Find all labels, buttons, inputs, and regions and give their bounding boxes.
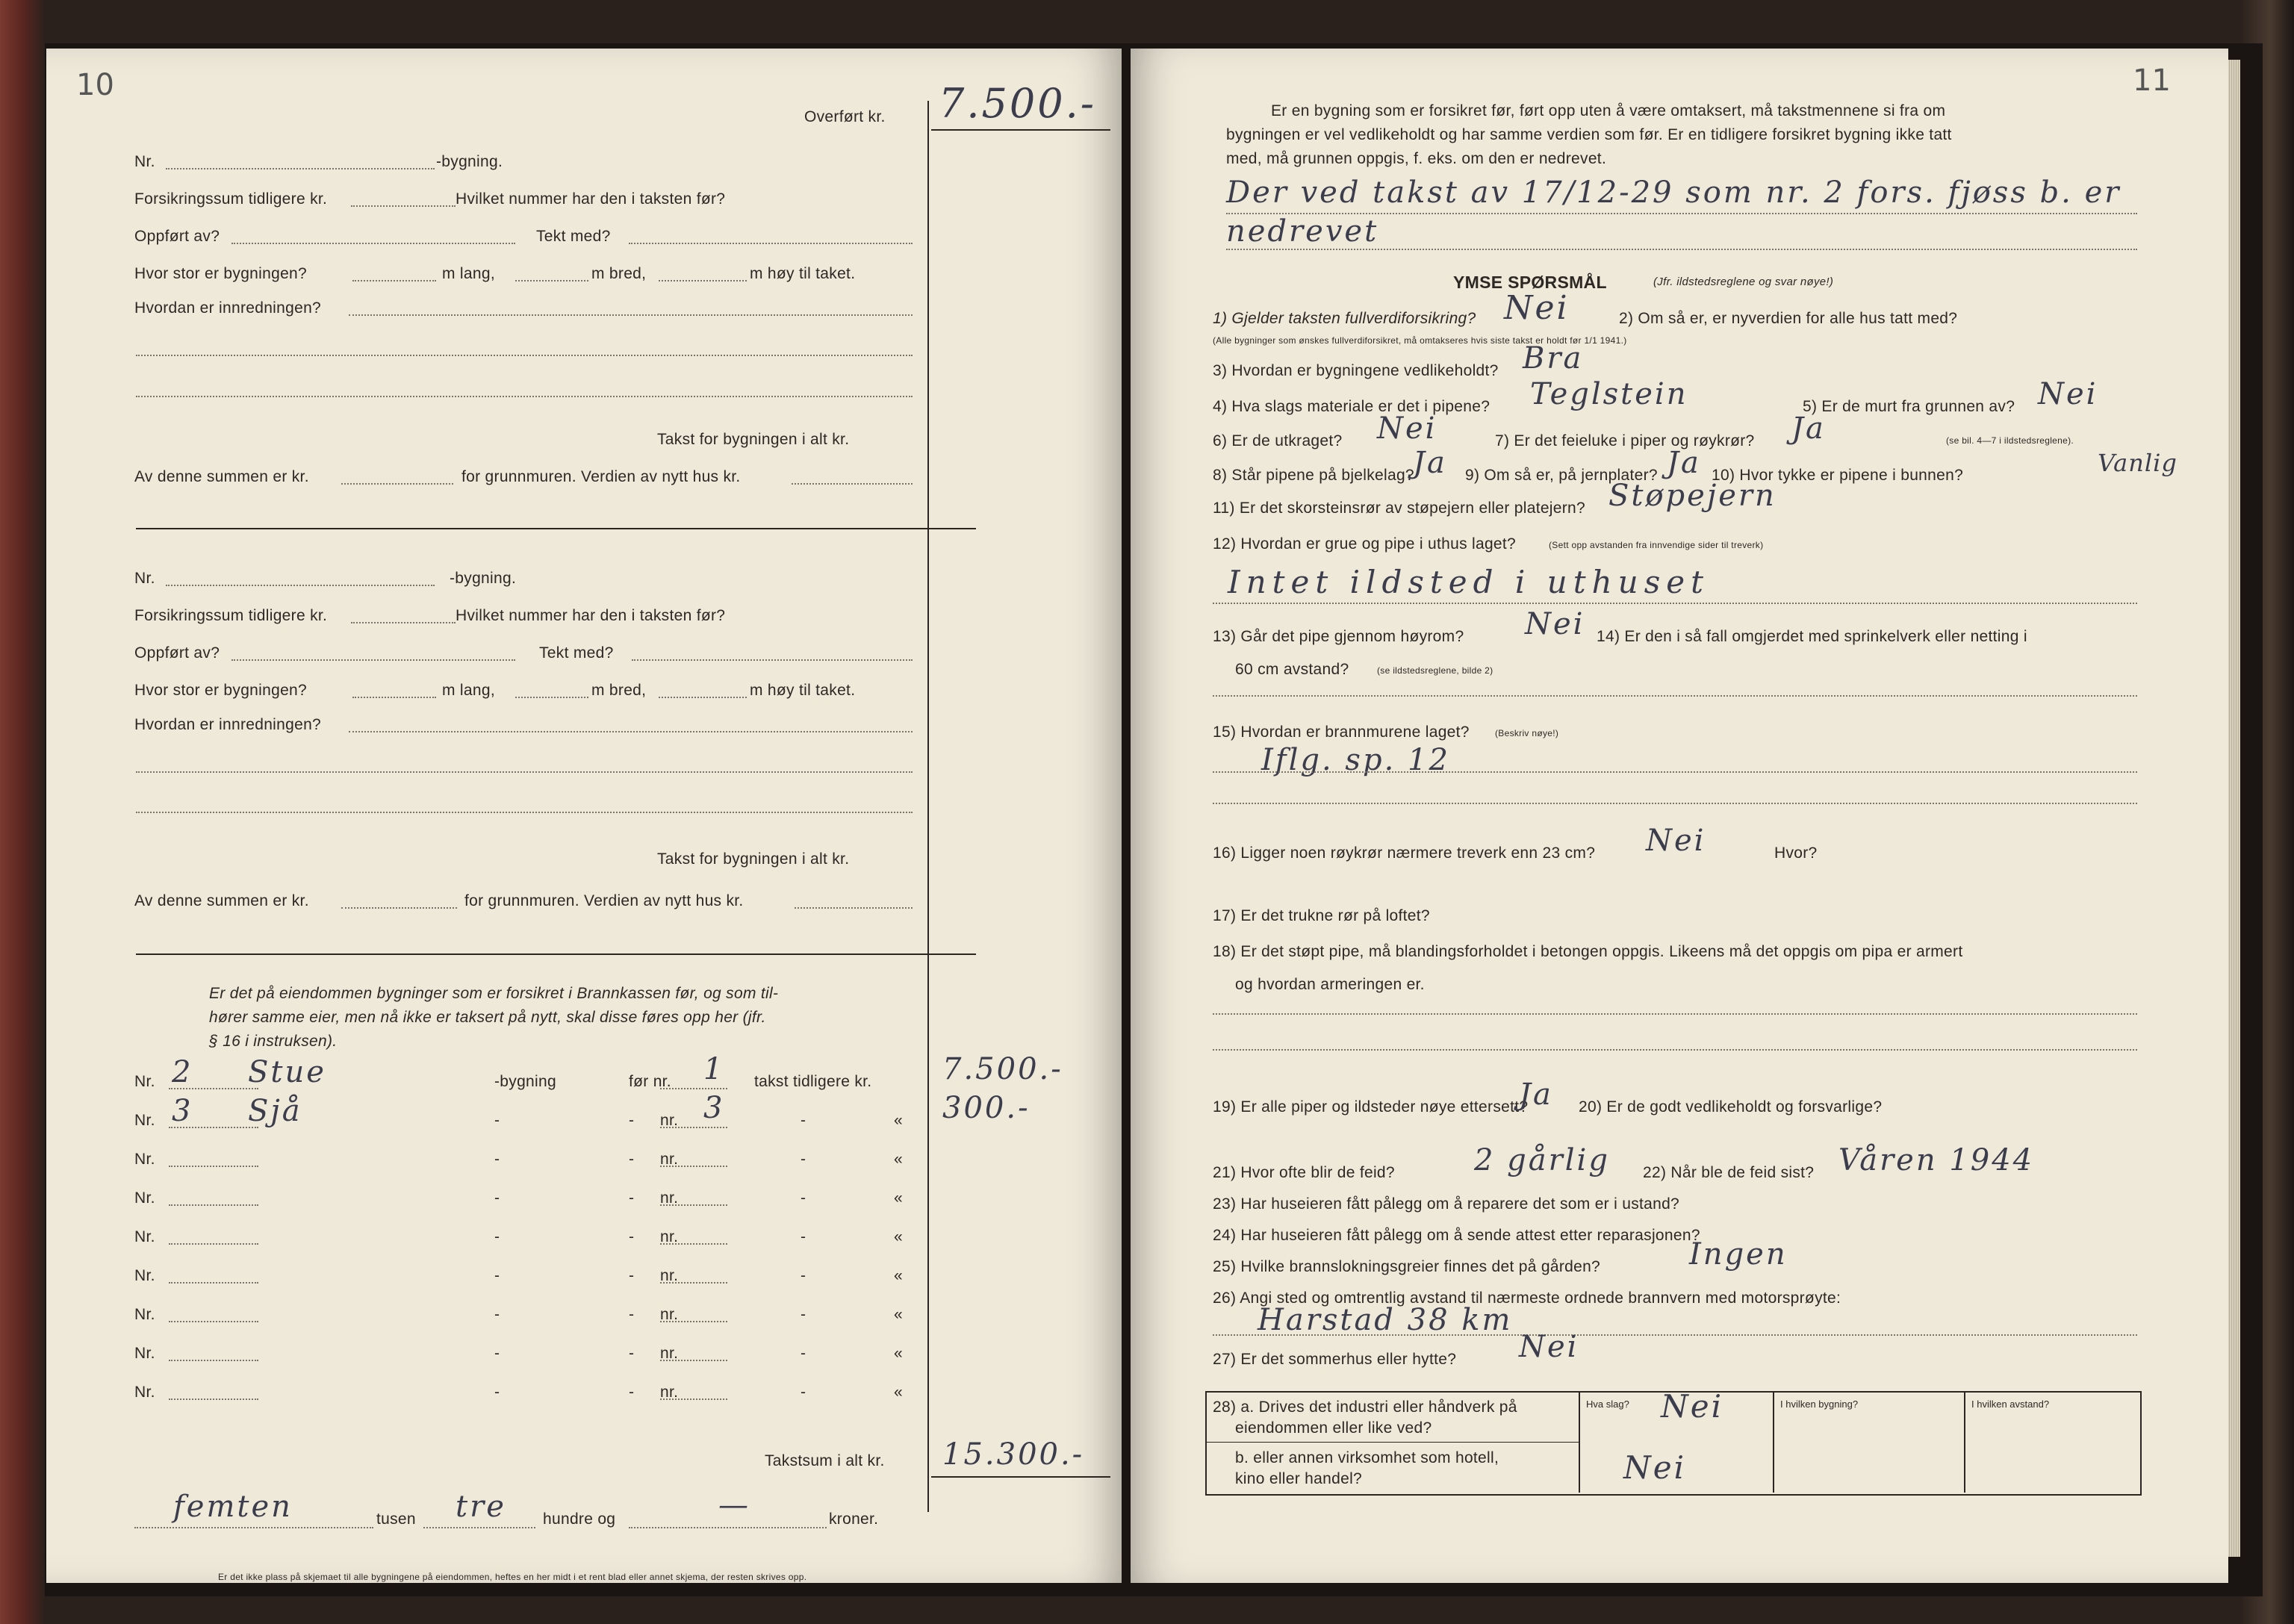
row-name-field [169, 1166, 258, 1167]
bred-field [515, 697, 588, 698]
blank-line [136, 812, 913, 813]
blank-line [136, 355, 913, 356]
nytt-hus-field [795, 907, 913, 909]
page-number: 10 [76, 68, 114, 102]
tekt-field [629, 243, 913, 244]
av-denne-label: Av denne summen er kr. [134, 468, 309, 485]
section-heading: YMSE SPØRSMÅL [1453, 273, 1607, 292]
row-dash: - [801, 1267, 806, 1284]
row-dash: - [494, 1384, 500, 1401]
hundre-value: tre [456, 1490, 506, 1524]
q5-answer: Nei [2038, 377, 2098, 411]
row-nr-label: Nr. [134, 1306, 155, 1323]
q19-label: 19) Er alle piper og ildsteder nøye ettersett? [1213, 1098, 1529, 1116]
intro-line-1: Er en bygning som er forsikret før, ført opp uten å være omtaksert, må takstmennene si fra om [1271, 102, 1946, 119]
q14-label: 14) Er den i så fall omgjerdet med sprinkelverk eller netting i [1597, 628, 2027, 645]
row-ditto-mark: « [894, 1189, 903, 1207]
q7-label: 7) Er det feieluke i piper og røykrør? [1495, 432, 1755, 449]
q15-answer: Iflg. sp. 12 [1261, 743, 1450, 777]
q9-label: 9) Om så er, på jernplater? [1465, 467, 1658, 484]
hvilket-nummer-label: Hvilket nummer har den i taksten før? [456, 607, 726, 624]
hvilket-nummer-label: Hvilket nummer har den i taksten før? [456, 190, 726, 208]
kroner-label: kroner. [829, 1511, 879, 1528]
row-dash: - [494, 1267, 500, 1284]
row-for-nr-field [660, 1088, 727, 1089]
row-dash: - [494, 1112, 500, 1129]
row-ditto-mark: « [894, 1267, 903, 1284]
q24-label: 24) Har huseieren fått pålegg om å sende attest etter reparasjonen? [1213, 1227, 1700, 1244]
av-denne-field [341, 907, 457, 909]
row-dash: - [494, 1189, 500, 1207]
og-field [629, 1527, 827, 1528]
q10-label: 10) Hvor tykke er pipene i bunnen? [1712, 467, 1964, 484]
overfort-underline [931, 129, 1110, 131]
row-ditto-mark: « [894, 1151, 903, 1168]
row-nr-short: nr. [660, 1112, 679, 1129]
row-name-field [169, 1204, 258, 1206]
innredning-label: Hvordan er innredningen? [134, 716, 322, 733]
row-dash: - [801, 1345, 806, 1362]
bred-field [515, 280, 588, 281]
forsikringssum-label: Forsikringssum tidligere kr. [134, 607, 328, 624]
lang-field [352, 280, 436, 281]
q27-answer: Nei [1519, 1330, 1579, 1364]
m-hoy-label: m høy til taket. [750, 265, 856, 282]
row-dash: - [494, 1306, 500, 1323]
q18-label-2: og hvordan armeringen er. [1235, 976, 1425, 993]
q25-answer: Ingen [1689, 1237, 1788, 1272]
q28-col-divider [1964, 1391, 1965, 1493]
row-nr-label: Nr. [134, 1073, 155, 1090]
intro-line-3: med, må grunnen oppgis, f. eks. om den er nedrevet. [1226, 150, 1607, 167]
instruction-line-1: Er det på eiendommen bygninger som er forsikret i Brannkassen før, og som til- [209, 985, 779, 1002]
instruction-line-3: § 16 i instruksen). [209, 1033, 338, 1050]
innredning-field [349, 314, 913, 316]
q7-note: (se bil. 4—7 i ildstedsreglene). [1946, 435, 2074, 446]
row-nr-short: nr. [660, 1151, 679, 1168]
m-hoy-label: m høy til taket. [750, 682, 856, 699]
row-nr-short: nr. [660, 1267, 679, 1284]
q13-label: 13) Går det pipe gjennom høyrom? [1213, 628, 1464, 645]
q11-label: 11) Er det skorsteinsrør av støpejern eller platejern? [1213, 500, 1586, 517]
takstsum-label: Takstsum i alt kr. [765, 1452, 885, 1469]
row-nr-label: Nr. [134, 1151, 155, 1168]
hundre-label: hundre og [543, 1511, 616, 1528]
row-nr-label: Nr. [134, 1112, 155, 1129]
row-dash: - [801, 1228, 806, 1245]
row-for-nr-label: før nr. [629, 1073, 671, 1090]
row-ditto-mark: « [894, 1228, 903, 1245]
row-dash: - [494, 1151, 500, 1168]
q4-label: 4) Hva slags materiale er det i pipene? [1213, 398, 1491, 415]
bygning-label: -bygning. [436, 153, 503, 170]
forsikringssum-field [351, 205, 456, 207]
forsikringssum-label: Forsikringssum tidligere kr. [134, 190, 328, 208]
q28-col-hva-slag: Hva slag? [1586, 1399, 1629, 1410]
q14-field [1213, 695, 2137, 697]
tusen-value: femten [173, 1490, 293, 1524]
q28a-answer: Nei [1661, 1388, 1724, 1425]
q25-label: 25) Hvilke brannslokningsgreier finnes det på gården? [1213, 1258, 1601, 1275]
q6-label: 6) Er de utkraget? [1213, 432, 1343, 449]
row-dash: - [629, 1189, 635, 1207]
row-ditto-mark: « [894, 1384, 903, 1401]
q20-label: 20) Er de godt vedlikeholdt og forsvarlige? [1579, 1098, 1883, 1116]
grunnmur-label: for grunnmuren. Verdien av nytt hus kr. [464, 892, 744, 909]
q18-field-1 [1213, 1013, 2137, 1015]
row-for-nr-value: 1 [703, 1052, 725, 1086]
row-dash: - [801, 1189, 806, 1207]
q9-answer: Ja [1667, 446, 1701, 480]
row-dash: - [801, 1306, 806, 1323]
tekt-label: Tekt med? [536, 228, 611, 245]
innredning-field [349, 731, 913, 732]
q5-label: 5) Er de murt fra grunnen av? [1803, 398, 2015, 415]
row-dash: - [629, 1345, 635, 1362]
hvor-stor-label: Hvor stor er bygningen? [134, 265, 308, 282]
section-divider [136, 953, 976, 955]
row-dash: - [629, 1384, 635, 1401]
q12-field [1213, 603, 2137, 604]
row-name-field [169, 1360, 258, 1361]
m-bred-label: m bred, [591, 265, 647, 282]
grunnmur-label: for grunnmuren. Verdien av nytt hus kr. [461, 468, 741, 485]
row-name-value: Stue [248, 1055, 326, 1089]
q2-label: 2) Om så er, er nyverdien for alle hus tatt med? [1619, 310, 1958, 327]
tusen-field [134, 1527, 373, 1528]
q4-answer: Teglstein [1530, 377, 1688, 411]
q26-field [1213, 1334, 2137, 1336]
q15-note: (Beskriv nøye!) [1495, 728, 1559, 738]
q13-answer: Nei [1525, 607, 1585, 641]
right-page [1131, 49, 2228, 1583]
row-name-value: Sjå [248, 1094, 302, 1128]
row-name-field [169, 1282, 258, 1284]
row-nr-label: Nr. [134, 1189, 155, 1207]
q7-answer: Ja [1791, 411, 1826, 446]
q1-answer: Nei [1504, 289, 1570, 327]
row-nr-label: Nr. [134, 1345, 155, 1362]
q15-field-1 [1213, 771, 2137, 773]
tekt-field [632, 659, 913, 661]
q1-label: 1) Gjelder taksten fullverdiforsikring? [1213, 310, 1476, 327]
q19-answer: Ja [1519, 1077, 1553, 1112]
row-ditto-mark: « [894, 1112, 903, 1129]
q16-hvor-label: Hvor? [1774, 844, 1818, 862]
row-nr-value: 3 [172, 1094, 193, 1128]
hundre-field [423, 1527, 535, 1528]
q27-label: 27) Er det sommerhus eller hytte? [1213, 1351, 1457, 1368]
row-nr-short: nr. [660, 1306, 679, 1323]
hoy-field [659, 697, 747, 698]
section-heading-note: (Jfr. ildstedsreglene og svar nøye!) [1653, 276, 1834, 288]
q26-answer: Harstad 38 km [1258, 1303, 1513, 1337]
intro-line-2: bygningen er vel vedlikeholdt og har samme verdien som før. Er en tidligere forsikret bygning ikke tatt [1226, 126, 1952, 143]
q22-answer: Våren 1944 [1838, 1143, 2035, 1177]
row-dash: - [629, 1267, 635, 1284]
q22-label: 22) Når ble de feid sist? [1643, 1164, 1815, 1181]
section-divider [136, 528, 976, 529]
row-nr-short: nr. [660, 1189, 679, 1207]
q6-answer: Nei [1377, 411, 1437, 446]
row-dash: - [494, 1345, 500, 1362]
row-bygning-label: -bygning [494, 1073, 556, 1090]
q18-field-2 [1213, 1049, 2137, 1051]
q16-label: 16) Ligger noen røykrør nærmere treverk enn 23 cm? [1213, 844, 1596, 862]
row-dash: - [801, 1384, 806, 1401]
q8-label: 8) Står pipene på bjelkelag? [1213, 467, 1414, 484]
row-nr-label: Nr. [134, 1384, 155, 1401]
q15-label: 15) Hvordan er brannmurene laget? [1213, 724, 1470, 741]
forsikringssum-field [351, 622, 456, 623]
bygning-label: -bygning. [450, 570, 517, 587]
row-value: 7.500.- [942, 1052, 1063, 1086]
takstsum-value: 15.300.- [942, 1437, 1085, 1472]
row-dash: - [629, 1151, 635, 1168]
row-nr-value: 2 [172, 1055, 193, 1089]
row-nr-label: Nr. [134, 1267, 155, 1284]
q16-answer: Nei [1646, 824, 1706, 858]
row-for-nr-value: 3 [703, 1091, 725, 1125]
tusen-label: tusen [376, 1511, 416, 1528]
og-value: — [718, 1488, 750, 1522]
amount-column-line [927, 101, 929, 1512]
oppfort-field [231, 659, 515, 661]
row-dash: - [801, 1151, 806, 1168]
av-denne-field [341, 483, 453, 485]
q28a-label-2: eiendommen eller like ved? [1235, 1419, 1432, 1437]
left-page [46, 49, 1122, 1583]
row-nr-short: nr. [660, 1228, 679, 1245]
q14-note: (se ildstedsreglene, bilde 2) [1377, 665, 1493, 676]
q23-label: 23) Har huseieren fått pålegg om å reparere det som er i ustand? [1213, 1195, 1680, 1213]
row-name-field [169, 1243, 258, 1245]
q28b-label: b. eller annen virksomhet som hotell, [1235, 1449, 1499, 1466]
row-nr-label: Nr. [134, 1228, 155, 1245]
q3-label: 3) Hvordan er bygningene vedlikeholdt? [1213, 362, 1499, 379]
row-ditto-mark: « [894, 1345, 903, 1362]
note-field-2 [1226, 249, 2137, 250]
nr-field [166, 168, 435, 169]
q28a-label: 28) a. Drives det industri eller håndverk på [1213, 1399, 1517, 1416]
q15-field-2 [1213, 803, 2137, 804]
takst-label: Takst for bygningen i alt kr. [657, 850, 850, 868]
q12-label: 12) Hvordan er grue og pipe i uthus laget? [1213, 535, 1517, 553]
takstsum-underline [931, 1476, 1110, 1478]
note-line-2: nedrevet [1226, 214, 1379, 249]
q17-label: 17) Er det trukne rør på loftet? [1213, 907, 1430, 924]
lang-field [352, 697, 436, 698]
row-name-field [169, 1321, 258, 1322]
row-ditto-mark: « [894, 1306, 903, 1323]
q21-label: 21) Hvor ofte blir de feid? [1213, 1164, 1395, 1181]
takst-label: Takst for bygningen i alt kr. [657, 431, 850, 448]
row-value: 300.- [942, 1091, 1031, 1125]
q14-label-2: 60 cm avstand? [1235, 661, 1349, 678]
hvor-stor-label: Hvor stor er bygningen? [134, 682, 308, 699]
row-dash: - [629, 1228, 635, 1245]
nr-field [166, 585, 435, 586]
q12-answer: Intet ildsted i uthuset [1228, 564, 1709, 600]
q28-col-bygning: I hvilken bygning? [1780, 1399, 1859, 1410]
oppfort-field [231, 243, 515, 244]
q26-label: 26) Angi sted og omtrentlig avstand til nærmeste ordnede brannvern med motorsprøyte: [1213, 1289, 1841, 1307]
tekt-label: Tekt med? [539, 644, 614, 662]
q21-answer: 2 gårlig [1474, 1143, 1610, 1177]
overfort-value: 7.500.- [939, 80, 1097, 127]
row-dash: - [801, 1112, 806, 1129]
q28b-label-2: kino eller handel? [1235, 1470, 1363, 1487]
row-dash: - [629, 1306, 635, 1323]
nr-label: Nr. [134, 570, 155, 587]
q3-answer: Bra [1523, 341, 1584, 376]
row-dash: - [629, 1112, 635, 1129]
row-dash: - [494, 1228, 500, 1245]
q28-col-avstand: I hvilken avstand? [1971, 1399, 2050, 1410]
m-bred-label: m bred, [591, 682, 647, 699]
q1-note: (Alle bygninger som ønskes fullverdiforsikret, må omtakseres hvis siste takst er holdt før 1/1 1941.) [1213, 335, 1627, 346]
footnote: Er det ikke plass på skjemaet til alle bygningene på eiendommen, heftes en her midt i et rent blad eller annet skjema, der resten skrives opp. [218, 1572, 807, 1582]
m-lang-label: m lang, [442, 682, 495, 699]
blank-line [136, 396, 913, 397]
av-denne-label: Av denne summen er kr. [134, 892, 309, 909]
nytt-hus-field [792, 483, 913, 485]
q28-row-divider [1205, 1442, 1580, 1443]
oppfort-label: Oppført av? [134, 644, 220, 662]
hoy-field [659, 280, 747, 281]
note-line-1: Der ved takst av 17/12-29 som nr. 2 fors. fjøss b. er [1226, 175, 2122, 210]
innredning-label: Hvordan er innredningen? [134, 299, 322, 317]
oppfort-label: Oppført av? [134, 228, 220, 245]
q28b-answer: Nei [1623, 1449, 1687, 1486]
row-name-field [169, 1399, 258, 1400]
q28-col-divider [1773, 1391, 1774, 1493]
nr-label: Nr. [134, 153, 155, 170]
instruction-line-2: hører samme eier, men nå ikke er taksert på nytt, skal disse føres opp her (jfr. [209, 1009, 766, 1026]
q12-note: (Sett opp avstanden fra innvendige sider til treverk) [1549, 540, 1764, 550]
q11-answer: Støpejern [1608, 479, 1777, 513]
blank-line [136, 771, 913, 773]
q10-answer: Vanlig [2098, 449, 2178, 477]
row-nr-short: nr. [660, 1345, 679, 1362]
overfort-label: Overført kr. [804, 108, 886, 125]
page-number: 11 [2133, 63, 2171, 98]
m-lang-label: m lang, [442, 265, 495, 282]
q18-label: 18) Er det støpt pipe, må blandingsforholdet i betongen oppgis. Likeens må det oppgis om pipa er armert [1213, 943, 1963, 960]
q8-answer: Ja [1413, 446, 1447, 480]
row-takst-tidligere-label: takst tidligere kr. [754, 1073, 872, 1090]
row-nr-short: nr. [660, 1384, 679, 1401]
